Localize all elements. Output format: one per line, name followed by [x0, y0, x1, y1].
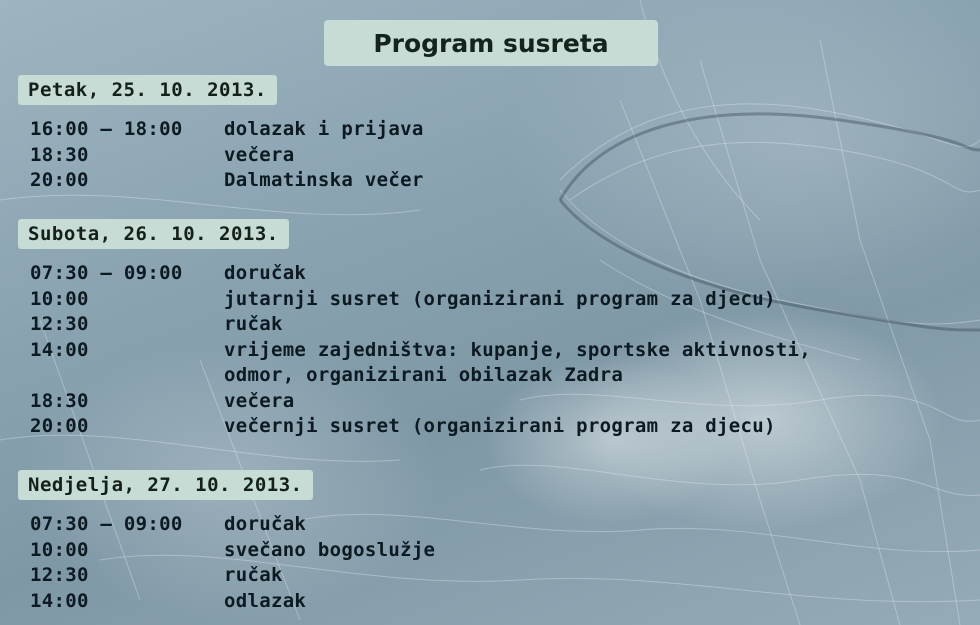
schedule-row — [18, 312, 811, 338]
schedule-time: 14:00 — [30, 589, 89, 612]
schedule-event: Dalmatinska večer — [224, 169, 424, 191]
day-friday — [18, 75, 424, 194]
schedule-row — [18, 261, 811, 287]
schedule-event: odlazak — [224, 589, 307, 612]
day-sunday — [18, 470, 435, 614]
schedule-row — [18, 589, 435, 615]
schedule-time: 20:00 — [30, 415, 89, 437]
schedule-time: 14:00 — [30, 338, 89, 361]
schedule-time: 16:00 – 18:00 — [30, 118, 183, 140]
schedule-event: večera — [224, 389, 295, 412]
schedule-row — [18, 414, 811, 440]
schedule-event: vrijeme zajedništva: kupanje, sportske aktivnosti, — [224, 338, 811, 361]
schedule-time: 12:30 — [30, 313, 89, 335]
schedule-row — [18, 168, 424, 194]
schedule-time: 07:30 – 09:00 — [30, 513, 183, 535]
schedule-event: odmor, organizirani obilazak Zadra — [224, 364, 624, 386]
schedule-event: doručak — [224, 262, 307, 284]
schedule-event: doručak — [224, 513, 307, 535]
schedule-event: jutarnji susret (organizirani program za djecu) — [224, 287, 776, 310]
day-heading: Subota, 26. 10. 2013. — [18, 219, 289, 249]
schedule-time: 18:30 — [30, 389, 89, 412]
schedule-row — [18, 338, 811, 364]
schedule-time: 20:00 — [30, 169, 89, 191]
schedule-row — [18, 287, 811, 313]
schedule-time: 12:30 — [30, 564, 89, 586]
schedule-time: 07:30 – 09:00 — [30, 262, 183, 284]
schedule-row — [18, 363, 811, 389]
schedule-row — [18, 538, 435, 564]
day-heading: Nedjelja, 27. 10. 2013. — [18, 470, 313, 500]
schedule-list — [18, 261, 811, 440]
schedule-row — [18, 389, 811, 415]
schedule-time: 18:30 — [30, 143, 89, 166]
schedule-time: 10:00 — [30, 538, 89, 561]
day-heading: Petak, 25. 10. 2013. — [18, 75, 277, 105]
schedule-row — [18, 143, 424, 169]
schedule-event: ručak — [224, 564, 283, 586]
schedule-row — [18, 563, 435, 589]
schedule-event: ručak — [224, 313, 283, 335]
schedule-list — [18, 117, 424, 194]
schedule-event: svečano bogoslužje — [224, 538, 436, 561]
schedule-time: 10:00 — [30, 287, 89, 310]
schedule-row — [18, 117, 424, 143]
schedule-list — [18, 512, 435, 614]
page-title: Program susreta — [324, 20, 658, 66]
schedule-event: večera — [224, 143, 295, 166]
schedule-event: večernji susret (organizirani program za djecu) — [224, 415, 776, 437]
schedule-event: dolazak i prijava — [224, 118, 424, 140]
day-saturday — [18, 219, 811, 440]
schedule-time — [18, 363, 224, 389]
schedule-row — [18, 512, 435, 538]
